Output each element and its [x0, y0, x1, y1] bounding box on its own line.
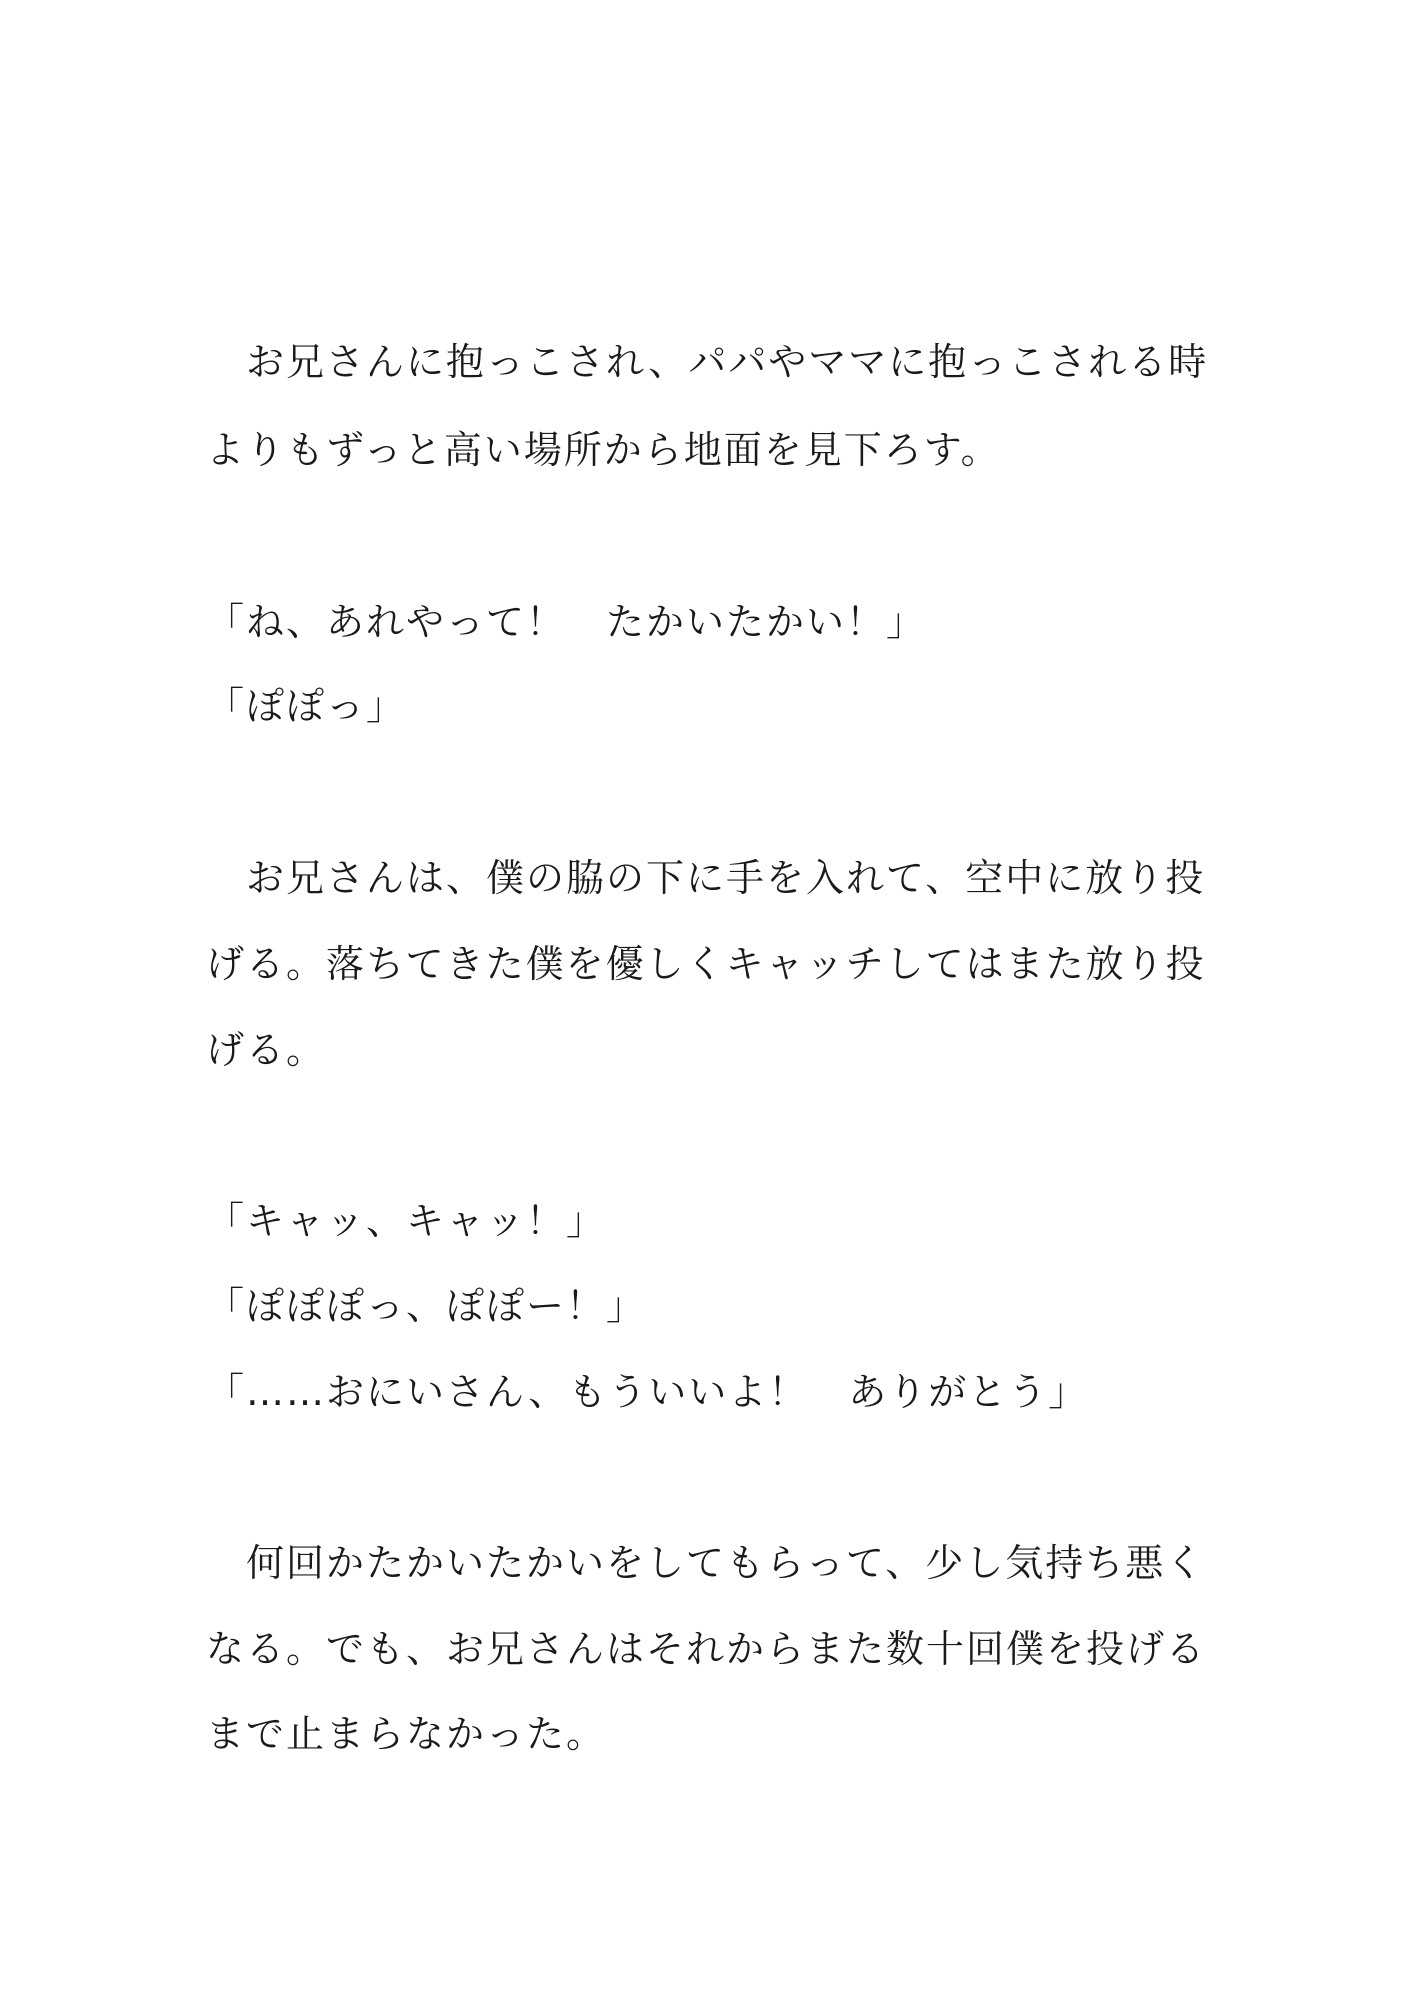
- dialogue-line-3: 「キャッ、キャッ！」: [206, 1199, 607, 1243]
- dialogue-line-1: 「ね、あれやって！ たかいたかい！」: [206, 600, 927, 644]
- paragraph-3-line-3: まで止まらなかった。: [206, 1712, 607, 1756]
- paragraph-2-line-2: げる。落ちてきた僕を優しくキャッチしてはまた放り投: [206, 942, 1206, 986]
- paragraph-2-line-1: お兄さんは、僕の脇の下に手を入れて、空中に放り投: [206, 856, 1206, 900]
- dialogue-line-2: 「ぽぽっ」: [206, 684, 407, 728]
- paragraph-2-line-3: げる。: [206, 1028, 327, 1072]
- dialogue-line-4: 「ぽぽぽっ、ぽぽー！」: [206, 1284, 647, 1328]
- paragraph-1-line-1: お兄さんに抱っこされ、パパやママに抱っこされる時: [206, 340, 1209, 384]
- dialogue-line-5: 「……おにいさん、もういいよ！ ありがとう」: [206, 1370, 1089, 1414]
- paragraph-3-line-1: 何回かたかいたかいをしてもらって、少し気持ち悪く: [206, 1541, 1206, 1585]
- paragraph-3-line-2: なる。でも、お兄さんはそれからまた数十回僕を投げる: [206, 1627, 1207, 1671]
- paragraph-1-line-2: よりもずっと高い場所から地面を見下ろす。: [206, 428, 1001, 472]
